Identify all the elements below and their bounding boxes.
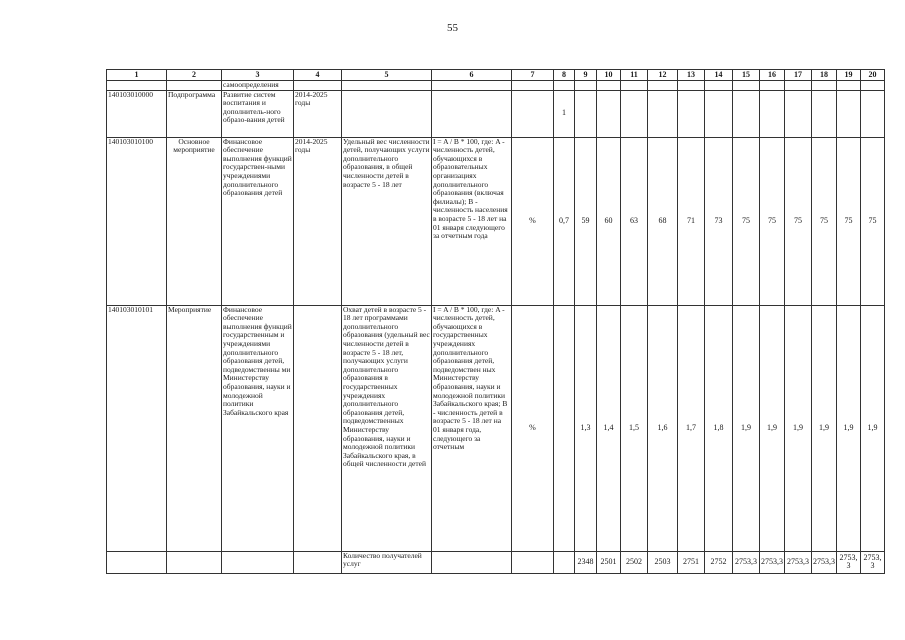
row-value: 75	[733, 137, 760, 305]
page-number: 55	[447, 22, 458, 34]
column-number: 5	[342, 70, 432, 81]
table-row	[107, 305, 885, 551]
indicators-table	[106, 69, 885, 574]
row-col8: 1	[554, 90, 575, 137]
column-number: 7	[512, 70, 554, 81]
column-number-row	[107, 70, 885, 81]
row-value: 1,7	[678, 305, 705, 551]
row-value: 75	[785, 137, 812, 305]
carry-over-row	[107, 81, 885, 91]
row-value: 2753,3	[861, 551, 885, 573]
row-type: Мероприятие	[167, 305, 222, 551]
row-value	[733, 90, 760, 137]
column-number: 6	[432, 70, 512, 81]
row-col8: 0,7	[554, 137, 575, 305]
column-number: 8	[554, 70, 575, 81]
row-value: 1,9	[861, 305, 885, 551]
column-number: 19	[837, 70, 861, 81]
table-row	[107, 137, 885, 305]
row-value	[861, 90, 885, 137]
row-value	[597, 90, 621, 137]
column-number: 16	[760, 70, 785, 81]
row-value: 2753,3	[785, 551, 812, 573]
row-value: 2503	[648, 551, 678, 573]
row-name: Финансовое обеспечение выполнения функций государствен-ными учреждениями дополнительного образования детей	[222, 137, 294, 305]
row-formula: I = A / B * 100, где: A - численность детей, обучающихся в государственных учреждениях дополнительного образования детей, подведомствен ных Министерству образования, науки и молодежной политики Забайкальского края; B - численность детей в возрасте 5 - 18 лет на 01 января года, следующего за отчетным	[432, 305, 512, 551]
column-number: 13	[678, 70, 705, 81]
column-number: 20	[861, 70, 885, 81]
row-col8	[554, 305, 575, 551]
row-value	[812, 90, 837, 137]
row-value: 75	[861, 137, 885, 305]
row-value: 1,6	[648, 305, 678, 551]
column-number: 15	[733, 70, 760, 81]
row-code: 140103010000	[107, 90, 167, 137]
row-value: 2753,3	[837, 551, 861, 573]
column-number: 1	[107, 70, 167, 81]
row-period	[294, 305, 342, 551]
row-value: 68	[648, 137, 678, 305]
row-value	[678, 90, 705, 137]
row-indicator: Количество получателей услуг	[342, 551, 432, 573]
row-code: 140103010100	[107, 137, 167, 305]
column-number: 9	[575, 70, 597, 81]
row-period: 2014-2025 годы	[294, 137, 342, 305]
row-value: 1,3	[575, 305, 597, 551]
row-value: 73	[705, 137, 733, 305]
row-value	[760, 90, 785, 137]
row-value: 71	[678, 137, 705, 305]
row-value: 2751	[678, 551, 705, 573]
row-value: 2753,3	[760, 551, 785, 573]
row-value: 2502	[621, 551, 648, 573]
table-row	[107, 90, 885, 137]
row-value: 1,9	[837, 305, 861, 551]
row-value: 2752	[705, 551, 733, 573]
row-type: Подпрограмма	[167, 90, 222, 137]
row-code: 140103010101	[107, 305, 167, 551]
row-value	[621, 90, 648, 137]
column-number: 12	[648, 70, 678, 81]
row-value: 75	[812, 137, 837, 305]
row-value	[837, 90, 861, 137]
row-col8	[554, 551, 575, 573]
row-value: 2501	[597, 551, 621, 573]
row-value	[785, 90, 812, 137]
column-number: 18	[812, 70, 837, 81]
row-value: 2348	[575, 551, 597, 573]
row-value: 1,9	[812, 305, 837, 551]
row-unit	[512, 90, 554, 137]
row-value	[575, 90, 597, 137]
row-value: 60	[597, 137, 621, 305]
column-number: 3	[222, 70, 294, 81]
table-row	[107, 551, 885, 573]
row-value: 1,9	[760, 305, 785, 551]
row-unit: %	[512, 305, 554, 551]
column-number: 4	[294, 70, 342, 81]
row-value: 2753,3	[812, 551, 837, 573]
row-unit: %	[512, 137, 554, 305]
column-number: 14	[705, 70, 733, 81]
row-formula: I = A / B * 100, где: A - численность детей, обучающихся в образовательных организациях дополнительного образования (включая филиалы); B - численность населения в возрасте 5 - 18 лет на 01 января следующего за отчетным года	[432, 137, 512, 305]
row-period	[294, 551, 342, 573]
column-number: 11	[621, 70, 648, 81]
row-formula	[432, 90, 512, 137]
row-formula	[432, 551, 512, 573]
row-value: 75	[760, 137, 785, 305]
row-indicator: Охват детей в возрасте 5 - 18 лет программами дополнительного образования (удельный вес численности детей в возрасте 5 - 18 лет, получающих услуги дополнительного образования в государственных учреждениях дополнительного образования детей, подведомственных Министерству образования, науки и молодежной политики Забайкальского края, в общей численности детей	[342, 305, 432, 551]
row-name: Развитие систем воспитания и дополнитель-ного образо-вания детей	[222, 90, 294, 137]
row-indicator	[342, 90, 432, 137]
row-name	[222, 551, 294, 573]
row-value: 1,5	[621, 305, 648, 551]
column-number: 2	[167, 70, 222, 81]
row-code	[107, 551, 167, 573]
row-value	[648, 90, 678, 137]
row-value: 75	[837, 137, 861, 305]
row-value: 1,4	[597, 305, 621, 551]
column-number: 17	[785, 70, 812, 81]
row-unit	[512, 551, 554, 573]
row-type: Основное мероприятие	[167, 137, 222, 305]
row-value: 1,9	[733, 305, 760, 551]
carry-over-text: самоопределения	[222, 81, 294, 91]
row-indicator: Удельный вес численности детей, получающих услуги дополнительного образования, в общей численности детей в возрасте 5 - 18 лет	[342, 137, 432, 305]
row-value	[705, 90, 733, 137]
row-value: 1,8	[705, 305, 733, 551]
row-value: 59	[575, 137, 597, 305]
row-type	[167, 551, 222, 573]
row-value: 2753,3	[733, 551, 760, 573]
row-period: 2014-2025 годы	[294, 90, 342, 137]
row-value: 63	[621, 137, 648, 305]
row-value: 1,9	[785, 305, 812, 551]
row-name: Финансовое обеспечение выполнения функций государственным и учреждениями дополнительного образования детей, подведомственны ми Министерству образования, науки и молодежной политики Забайкальского края	[222, 305, 294, 551]
column-number: 10	[597, 70, 621, 81]
